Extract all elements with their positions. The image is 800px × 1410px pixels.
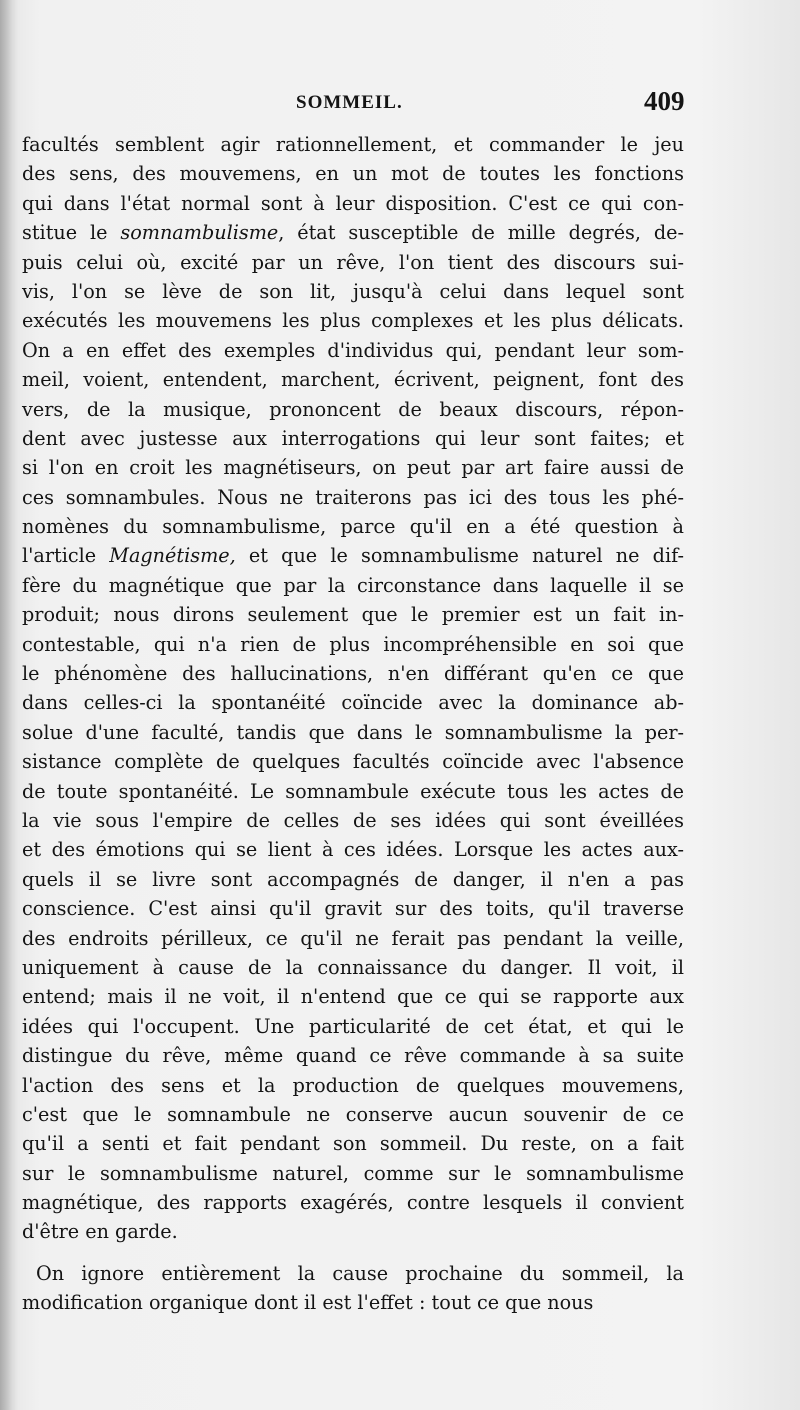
text-line: c'est que le somnambule ne conserve aucun souvenir de ce — [22, 1102, 684, 1126]
paragraph-1 — [22, 130, 684, 1247]
text-line: dans celles-ci la spontanéité coïncide avec la dominance ab- — [22, 691, 684, 715]
text-line: produit; nous dirons seulement que le premier est un fait in- — [22, 603, 684, 627]
text-line: contestable, qui n'a rien de plus incompréhensible en soi que — [22, 632, 684, 656]
text-line: idées qui l'occupent. Une particularité de cet état, et qui le — [22, 1014, 684, 1038]
text-line: qu'il a senti et fait pendant son sommeil. Du reste, on a fait — [22, 1132, 684, 1156]
text-line: d'être en garde. — [22, 1220, 178, 1244]
text-line: de toute spontanéité. Le somnambule exécute tous les actes de — [22, 779, 684, 803]
text-line: vers, de la musique, prononcent de beaux discours, répon- — [22, 397, 684, 421]
body-text — [22, 130, 684, 1318]
text-line: quels il se livre sont accompagnés de danger, il n'en a pas — [22, 867, 684, 891]
running-head: SOMMEIL. — [296, 92, 403, 113]
text-line: uniquement à cause de la connaissance du danger. Il voit, il — [22, 955, 684, 979]
text-line: nomènes du somnambulisme, parce qu'il en a été question à — [22, 515, 684, 539]
text-line: sistance complète de quelques facultés coïncide avec l'absence — [22, 750, 684, 774]
text-line: solue d'une faculté, tandis que dans le somnambulisme la per- — [22, 720, 684, 744]
text-line: l'action des sens et la production de quelques mouvemens, — [22, 1073, 684, 1097]
text-line: si l'on en croit les magnétiseurs, on peut par art faire aussi de — [22, 456, 684, 480]
italic-term: somnambulisme — [120, 221, 279, 245]
text-segment: et que le somnambulisme naturel ne dif- — [235, 544, 684, 568]
text-line — [22, 218, 684, 247]
text-segment: stitue le — [22, 221, 121, 245]
text-line — [22, 541, 684, 570]
text-line: et des émotions qui se lient à ces idées. Lorsque les actes aux- — [22, 838, 684, 862]
text-line: des endroits périlleux, ce qu'il ne ferait pas pendant la veille, — [22, 926, 684, 950]
text-segment: l'article — [22, 544, 110, 568]
italic-term: Magnétisme, — [109, 544, 236, 568]
text-line: entend; mais il ne voit, il n'entend que ce qui se rapporte aux — [22, 985, 684, 1009]
text-line: distingue du rêve, même quand ce rêve commande à sa suite — [22, 1044, 684, 1068]
paragraph-2 — [22, 1259, 684, 1318]
binding-shadow — [0, 0, 18, 1410]
text-line: exécutés les mouvemens les plus complexes et les plus délicats. — [22, 309, 684, 333]
text-line: puis celui où, excité par un rêve, l'on tient des discours sui- — [22, 250, 684, 274]
text-line: magnétique, des rapports exagérés, contre lesquels il convient — [22, 1191, 684, 1215]
text-line: des sens, des mouvemens, en un mot de toutes les fonctions — [22, 162, 684, 186]
page-number: 409 — [644, 86, 685, 116]
text-line: vis, l'on se lève de son lit, jusqu'à celui dans lequel sont — [22, 279, 684, 303]
text-line: sur le somnambulisme naturel, comme sur le somnambulisme — [22, 1161, 684, 1185]
text-line: conscience. C'est ainsi qu'il gravit sur des toits, qu'il traverse — [22, 897, 684, 921]
text-line: On ignore entièrement la cause prochaine du sommeil, la — [36, 1261, 684, 1285]
text-line: On a en effet des exemples d'individus qui, pendant leur som- — [22, 338, 684, 362]
text-line: modification organique dont il est l'effet : tout ce que nous — [22, 1291, 594, 1315]
text-line: facultés semblent agir rationnellement, et commander le jeu — [22, 133, 684, 156]
text-line: la vie sous l'empire de celles de ses idées qui sont éveillées — [22, 808, 684, 832]
text-line: meil, voient, entendent, marchent, écrivent, peignent, font des — [22, 368, 684, 392]
text-line: qui dans l'état normal sont à leur disposition. C'est ce qui con- — [22, 191, 684, 215]
text-line: dent avec justesse aux interrogations qui leur sont faites; et — [22, 426, 684, 450]
text-line: le phénomène des hallucinations, n'en différant qu'en ce que — [22, 662, 684, 686]
text-line: fère du magnétique que par la circonstance dans laquelle il se — [22, 573, 684, 597]
text-segment: , état susceptible de mille degrés, de- — [278, 221, 684, 245]
text-line: ces somnambules. Nous ne traiterons pas ici des tous les phé- — [22, 485, 684, 509]
